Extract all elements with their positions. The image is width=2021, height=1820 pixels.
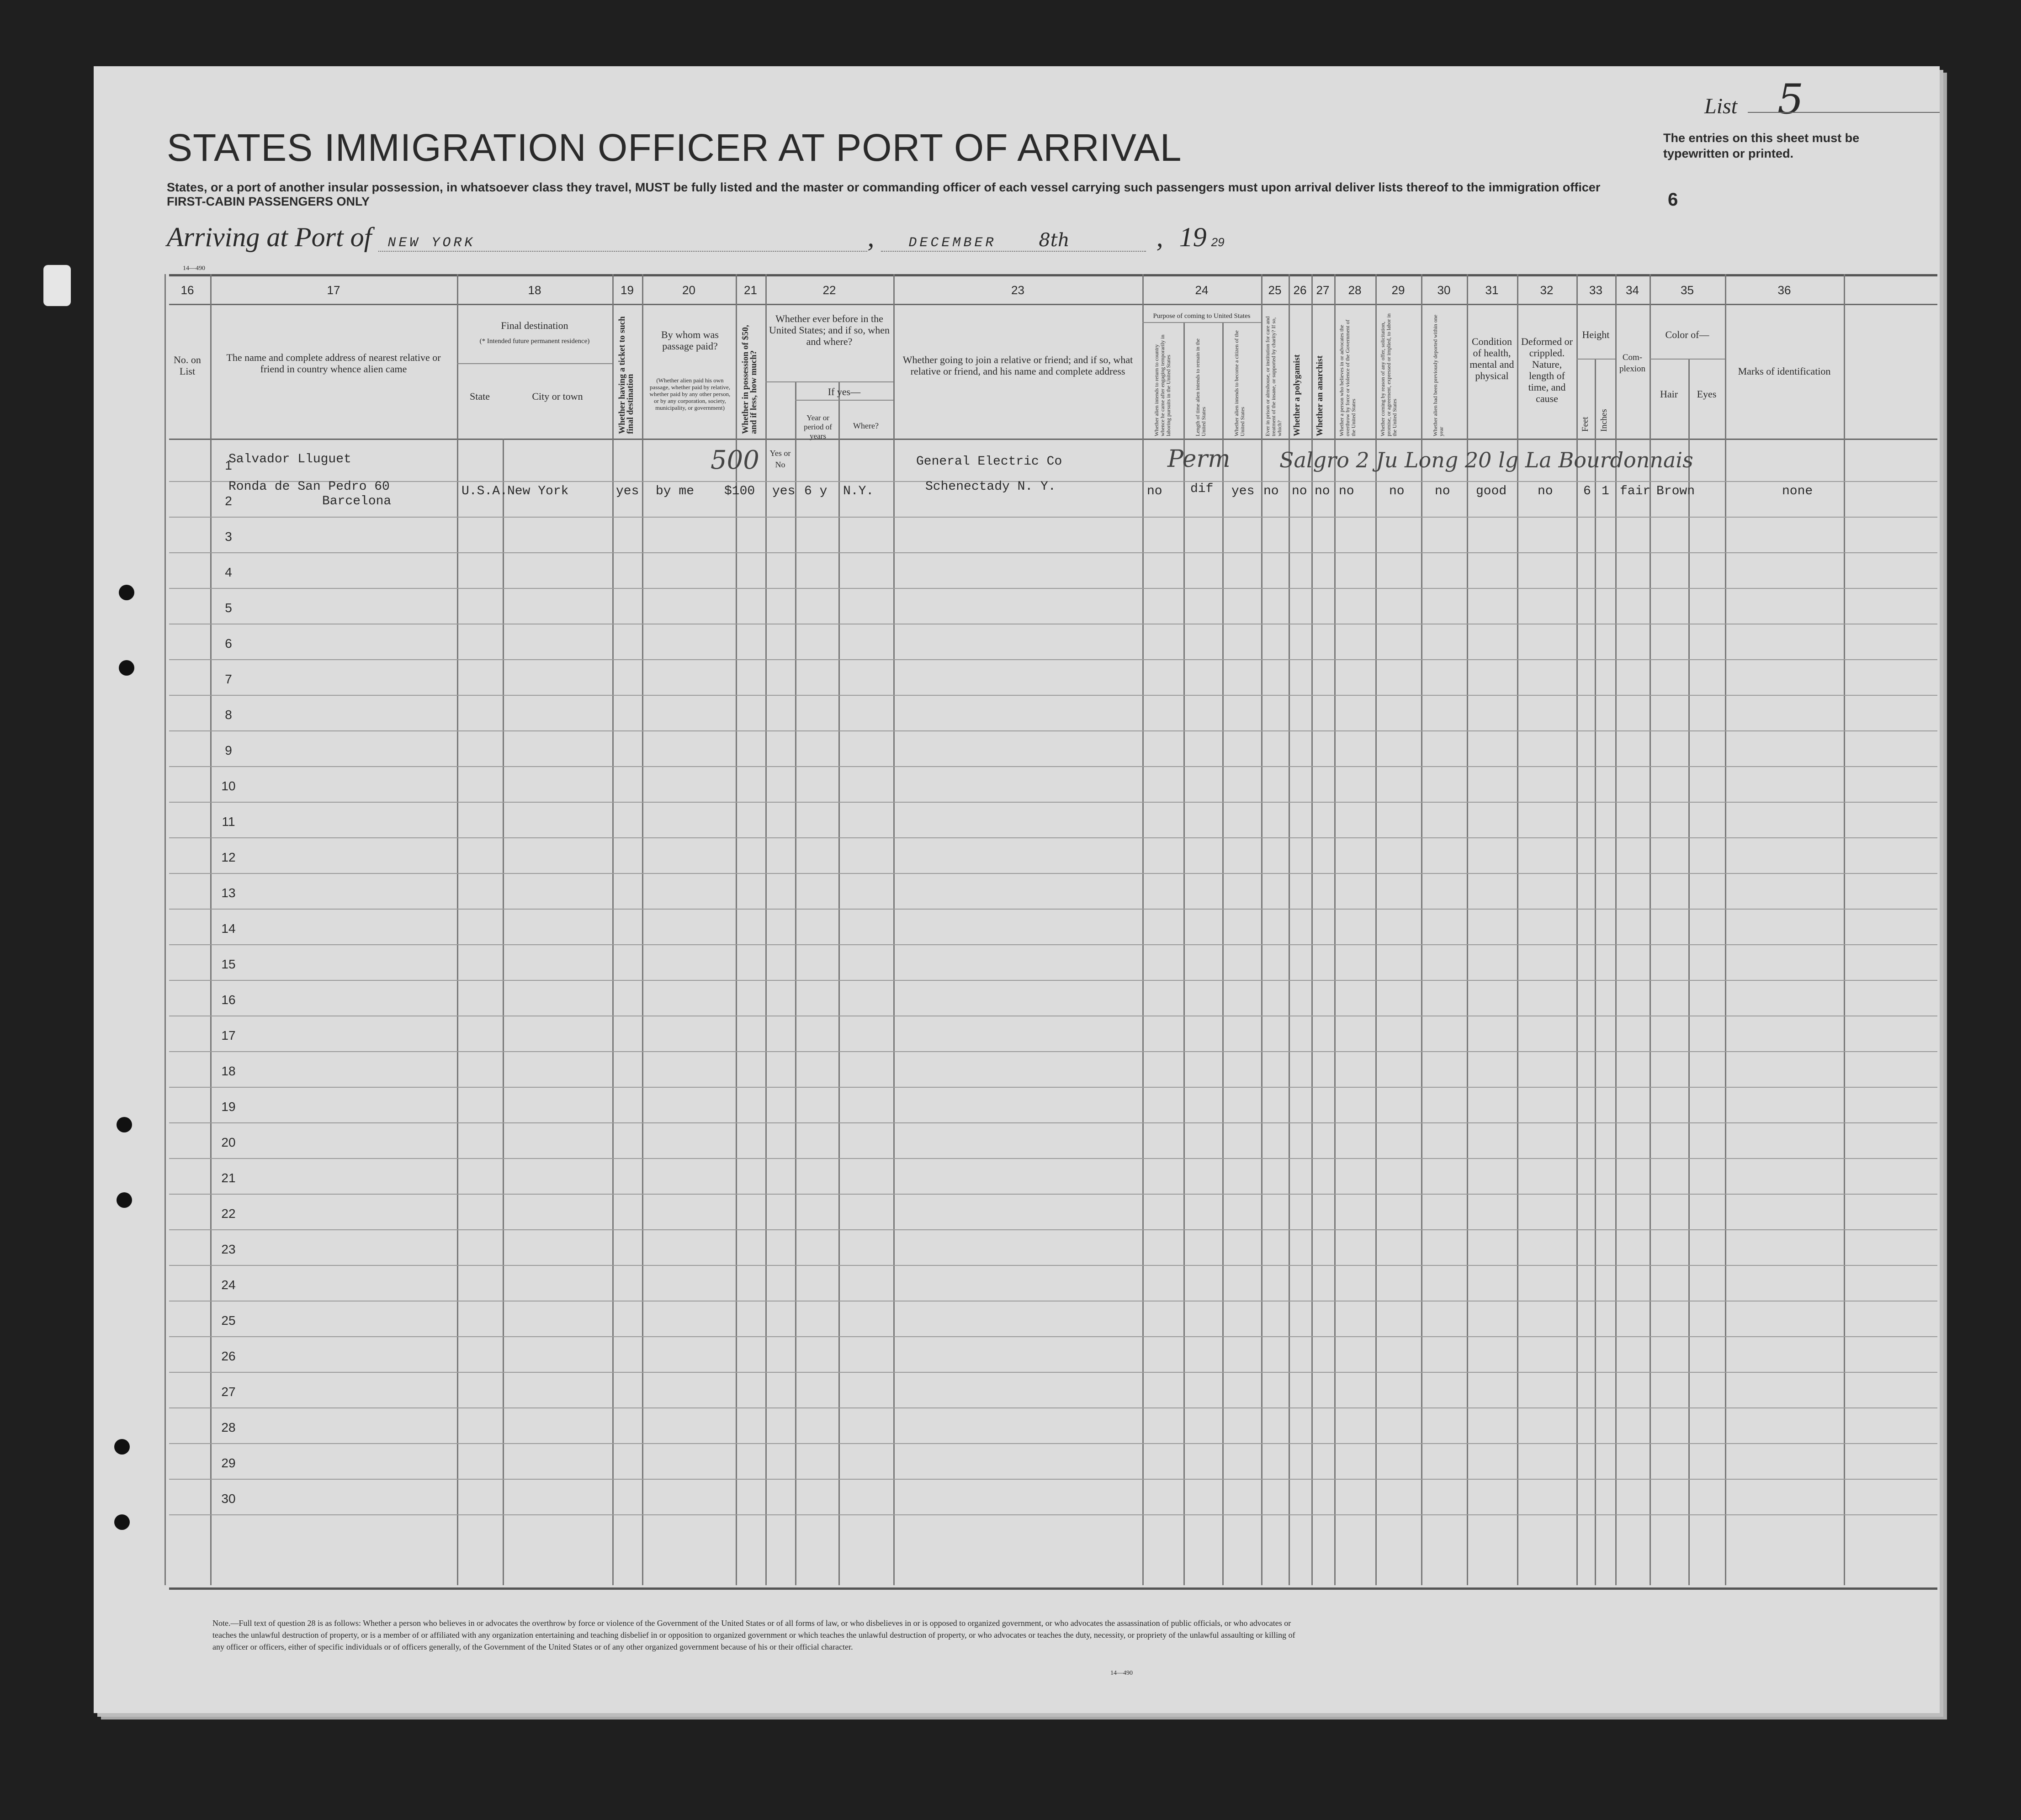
polygamist-value: no	[1292, 484, 1307, 498]
row-number: 12	[221, 850, 236, 864]
colnum-28: 28	[1348, 283, 1362, 297]
typewritten-instructions: The entries on this sheet must be typewritten or printed.	[1663, 131, 1860, 160]
row-number: 19	[221, 1100, 236, 1114]
q30-value: no	[1435, 484, 1450, 498]
row-number: 5	[225, 601, 232, 615]
ifyes-rule	[795, 400, 893, 401]
colnum-18: 18	[528, 283, 541, 297]
hdr-where: Where?	[853, 421, 879, 430]
marks-value: none	[1782, 484, 1813, 498]
join-line-2: Schenectady N. Y.	[925, 480, 1056, 494]
col-rule	[1183, 322, 1185, 1585]
day-value: 8th	[1039, 230, 1070, 251]
row-rule	[169, 695, 1937, 696]
row-number: 15	[221, 957, 236, 971]
hdr-prison: Ever in prison or almshouse, or institution for care and treatment of the insane, or supported by charity? If so, which?	[1264, 316, 1283, 436]
row-rule	[169, 517, 1937, 518]
hdr-purpose: Purpose of coming to United States	[1153, 312, 1251, 320]
row-rule	[169, 730, 1937, 731]
arrival-line: Arriving at Port of NEW YORK , DECEMBER 8th , 19 29	[167, 222, 1225, 252]
colnum-33: 33	[1589, 283, 1602, 297]
col-rule	[164, 274, 166, 1585]
row-rule	[169, 1407, 1937, 1408]
row-rule	[169, 873, 1937, 874]
col-rule	[503, 439, 504, 1585]
hdr-feet: Feet	[1581, 417, 1590, 432]
purpose-b-value: dif	[1190, 482, 1214, 496]
height-rule	[1576, 359, 1615, 360]
colnum-30: 30	[1437, 283, 1451, 297]
money-handwritten: 500	[711, 445, 759, 475]
hdr-city: City or town	[532, 391, 583, 402]
hdr-complexion: Com-plexion	[1619, 353, 1645, 374]
col-rule	[642, 274, 643, 1585]
col-rule	[1844, 274, 1845, 1585]
col-rule	[765, 274, 767, 1585]
colnum-16: 16	[180, 283, 194, 297]
hdr-relative: The name and complete address of nearest relative or friend in country whence alien came	[226, 352, 441, 375]
colnum-19: 19	[621, 283, 634, 297]
colnum-25: 25	[1268, 283, 1282, 297]
colnum-24: 24	[1195, 283, 1209, 297]
colnum-31: 31	[1485, 283, 1499, 297]
list-label: List	[1704, 94, 1738, 118]
hdr-polygamist: Whether a polygamist	[1292, 354, 1302, 436]
row-number: 8	[225, 708, 232, 722]
colnum-36: 36	[1777, 283, 1791, 297]
hdr-money: Whether in possession of $50, and if less, how much?	[741, 325, 759, 434]
col-rule	[1688, 359, 1690, 1585]
list-number: 5	[1777, 75, 1804, 123]
row-number: 6	[225, 636, 232, 651]
year-suffix: 29	[1211, 235, 1225, 249]
subtitle	[167, 180, 1675, 209]
anarchist-value: no	[1315, 484, 1330, 498]
row-number: 29	[221, 1456, 236, 1470]
hdr-q28: Whether a person who believes in or advocates the overthrow by force or violence of the Government of the United States	[1338, 319, 1357, 436]
feet-value: 6	[1583, 484, 1591, 498]
row-number: 30	[221, 1492, 236, 1506]
row-rule	[169, 659, 1937, 660]
prison-value: no	[1263, 484, 1279, 498]
row-number: 13	[221, 886, 236, 900]
row-number: 21	[221, 1171, 236, 1185]
inches-value: 1	[1602, 484, 1609, 498]
row-number: 18	[221, 1064, 236, 1078]
row-rule	[169, 588, 1937, 589]
month-value: DECEMBER	[881, 235, 1146, 252]
col-rule	[1261, 274, 1262, 1585]
row-rule	[169, 909, 1937, 910]
hdr-final-destination: Final destination	[501, 320, 568, 331]
hdr-q30: Whether alien had been previously deported within one year	[1432, 314, 1444, 436]
row-number: 4	[225, 565, 232, 579]
row-rule	[169, 552, 1937, 553]
colnum-20: 20	[682, 283, 695, 297]
period-value: 6 y	[804, 484, 827, 498]
hdr-yes-no: Yes or No	[769, 449, 791, 469]
paid-by-value: by me	[656, 484, 695, 498]
col-rule	[1142, 274, 1144, 1585]
punch-hole	[114, 1439, 130, 1455]
row-number: 25	[221, 1313, 236, 1328]
col-rule	[1725, 274, 1726, 1585]
row-rule	[169, 1265, 1937, 1266]
row-rule	[169, 837, 1937, 838]
row-number: 10	[221, 779, 236, 793]
punch-hole	[119, 585, 134, 600]
hdr-joining: Whether going to join a relative or friend; and if so, what relative or friend, and his name and complete address	[902, 354, 1133, 377]
sheet-number: 6	[1668, 190, 1678, 210]
subtitle-text: States, or a port of another insular possession, in whatsoever class they travel, MUST be fully listed and the master or commanding officer of each vessel carrying such passengers must upon arrival deliver lists thereof to the immigration officer	[167, 180, 1601, 194]
hdr-q29: Whether coming by reason of any offer, solicitation, promise, or agreement, expressed or implied, to labor in the United States	[1379, 313, 1398, 436]
colnum-29: 29	[1391, 283, 1405, 297]
row-number: 1	[225, 458, 232, 472]
hdr-no-on-list: No. on List	[174, 354, 201, 377]
row-rule	[169, 1372, 1937, 1373]
column-number-rule	[169, 304, 1937, 305]
colnum-26: 26	[1293, 283, 1307, 297]
row-rule	[169, 1087, 1937, 1088]
state-value: U.S.A.	[461, 484, 508, 498]
col-rule	[838, 381, 840, 1585]
port-value: NEW YORK	[378, 235, 867, 252]
col-rule	[1595, 359, 1596, 1585]
year-prefix: 19	[1179, 222, 1207, 252]
row-rule	[169, 1301, 1937, 1302]
punch-hole	[117, 1117, 132, 1132]
hdr-height: Height	[1582, 329, 1610, 340]
row-rule	[169, 944, 1937, 945]
ever-rule	[765, 381, 893, 382]
row-rule	[169, 1122, 1937, 1123]
relative-address-1: Ronda de San Pedro 60	[228, 480, 390, 494]
deformed-value: no	[1538, 484, 1553, 498]
hdr-ticket: Whether having a ticket to such final destination	[617, 316, 635, 434]
colnum-27: 27	[1316, 283, 1330, 297]
hdr-final-destination-note: (* Intended future permanent residence)	[479, 338, 590, 345]
colnum-22: 22	[822, 283, 836, 297]
purpose-a-value: no	[1147, 484, 1162, 498]
col-rule	[457, 274, 458, 1585]
color-rule	[1650, 359, 1725, 360]
city-value: New York	[507, 484, 569, 498]
row-number: 26	[221, 1349, 236, 1363]
q29-value: no	[1389, 484, 1405, 498]
row-number: 9	[225, 743, 232, 757]
paper-clip	[43, 265, 71, 306]
hdr-if-yes: If yes—	[827, 386, 861, 397]
annotation-long: Salgro 2 Ju Long 20 lg La Bourdonnais	[1279, 448, 1693, 472]
purpose-rule	[1142, 322, 1261, 323]
manifest-sheet	[94, 66, 1940, 1713]
row-number: 11	[222, 815, 235, 829]
col-rule	[795, 381, 796, 1585]
row-number: 7	[225, 672, 232, 686]
form-number: 14—490	[183, 265, 205, 272]
row-rule	[169, 1158, 1937, 1159]
row-number: 22	[221, 1206, 236, 1221]
list-underline	[1748, 112, 1940, 113]
row-number: 14	[221, 921, 236, 936]
punch-hole	[119, 660, 134, 676]
ever-before-value: yes	[772, 484, 796, 498]
dest-rule	[457, 363, 612, 364]
footnote: Note.—Full text of question 28 is as follows: Whether a person who believes in or advocates the overthrow by force or violence of the Government of the United States or of all forms of law, or who disbelieves in or is opposed to organized government, or who advocates the assassination of public officials, or who advocates or teaches the unlawful destruction of property, or is a member of or affiliated with any organization entertaining and teaching disbelief in or opposition to organized government or which teaches the unlawful destruction of property, or who advocates or teaches the duty, necessity, or propriety of the unlawful assaulting or killing of any officer or officers, either of specific individuals or of officers generally, of the Government of the United States or of any other organized government because of his or their official character.	[212, 1619, 1295, 1651]
page-title: STATES IMMIGRATION OFFICER AT PORT OF ARRIVAL	[167, 126, 1182, 169]
purpose-c-value: yes	[1231, 484, 1255, 498]
row-number: 20	[221, 1135, 236, 1149]
row-number: 24	[221, 1278, 236, 1292]
row-rule	[169, 1514, 1937, 1515]
row-rule	[169, 980, 1937, 981]
row-rule	[169, 766, 1937, 767]
annotation-perm: Perm	[1167, 445, 1231, 473]
hdr-health: Condition of health, mental and physical	[1469, 336, 1514, 381]
hdr-color-of: Color of—	[1665, 329, 1709, 340]
header-rule	[169, 439, 1937, 440]
hdr-purpose-b: Length of time alien intends to remain in the United States	[1194, 339, 1207, 436]
colnum-34: 34	[1626, 283, 1639, 297]
row-number: 28	[221, 1420, 236, 1434]
punch-hole	[117, 1192, 132, 1208]
hdr-marks: Marks of identification	[1738, 365, 1831, 377]
join-line-1: General Electric Co	[916, 455, 1062, 469]
hdr-inches: Inches	[1599, 409, 1609, 432]
hdr-anarchist: Whether an anarchist	[1315, 355, 1325, 436]
hdr-purpose-a: Whether alien intends to return to country whence he came after engaging temporarily in laboring pursuits in the United States	[1153, 334, 1172, 436]
hdr-eyes: Eyes	[1697, 388, 1717, 400]
hdr-state: State	[470, 391, 490, 402]
punch-hole	[114, 1514, 130, 1530]
col-rule	[612, 274, 614, 1585]
health-value: good	[1476, 484, 1507, 498]
relative-address-2: Barcelona	[322, 494, 392, 508]
row-rule	[169, 1229, 1937, 1230]
where-value: N.Y.	[843, 484, 874, 498]
row-rule	[169, 1479, 1937, 1480]
colnum-17: 17	[327, 283, 340, 297]
hair-value: Brown	[1656, 484, 1695, 498]
row-rule	[169, 1443, 1937, 1444]
hdr-passage-paid: By whom was passage paid?	[661, 329, 719, 352]
row-number: 2	[225, 494, 232, 508]
hdr-passage-note: (Whether alien paid his own passage, whether paid by relative, whether paid by any other person, or by any corporation, society, municipality, or government)	[649, 377, 731, 411]
hdr-period: Year or period of years	[804, 413, 832, 440]
col-rule	[893, 274, 895, 1585]
row-number: 27	[221, 1385, 236, 1399]
row-number: 23	[221, 1242, 236, 1256]
col-rule	[1222, 322, 1224, 1585]
cabin-class: FIRST-CABIN PASSENGERS ONLY	[167, 195, 370, 208]
hdr-hair: Hair	[1660, 388, 1678, 400]
row-rule	[169, 1194, 1937, 1195]
relative-name: Salvador Lluguet	[228, 452, 351, 466]
footnote-form-number: 14—490	[1110, 1670, 1133, 1677]
complexion-value: fair	[1620, 484, 1651, 498]
q28-value: no	[1339, 484, 1354, 498]
row-rule	[169, 1051, 1937, 1052]
row-rule	[169, 1336, 1937, 1337]
arriving-label: Arriving at Port of	[167, 222, 372, 252]
colnum-23: 23	[1011, 283, 1024, 297]
ticket-value: yes	[616, 484, 639, 498]
row-number: 17	[221, 1028, 236, 1042]
row-number: 3	[225, 529, 232, 544]
hdr-ever-before: Whether ever before in the United States; and if so, when and where?	[769, 313, 890, 347]
colnum-35: 35	[1681, 283, 1694, 297]
row-rule	[169, 802, 1937, 803]
colnum-21: 21	[744, 283, 757, 297]
hdr-purpose-c: Whether alien intends to become a citizen of the United States	[1233, 330, 1246, 436]
colnum-32: 32	[1540, 283, 1554, 297]
row-number: 16	[221, 993, 236, 1007]
money-value: $100	[724, 484, 755, 498]
hdr-deformed: Deformed or crippled. Nature, length of time, and cause	[1521, 336, 1573, 404]
